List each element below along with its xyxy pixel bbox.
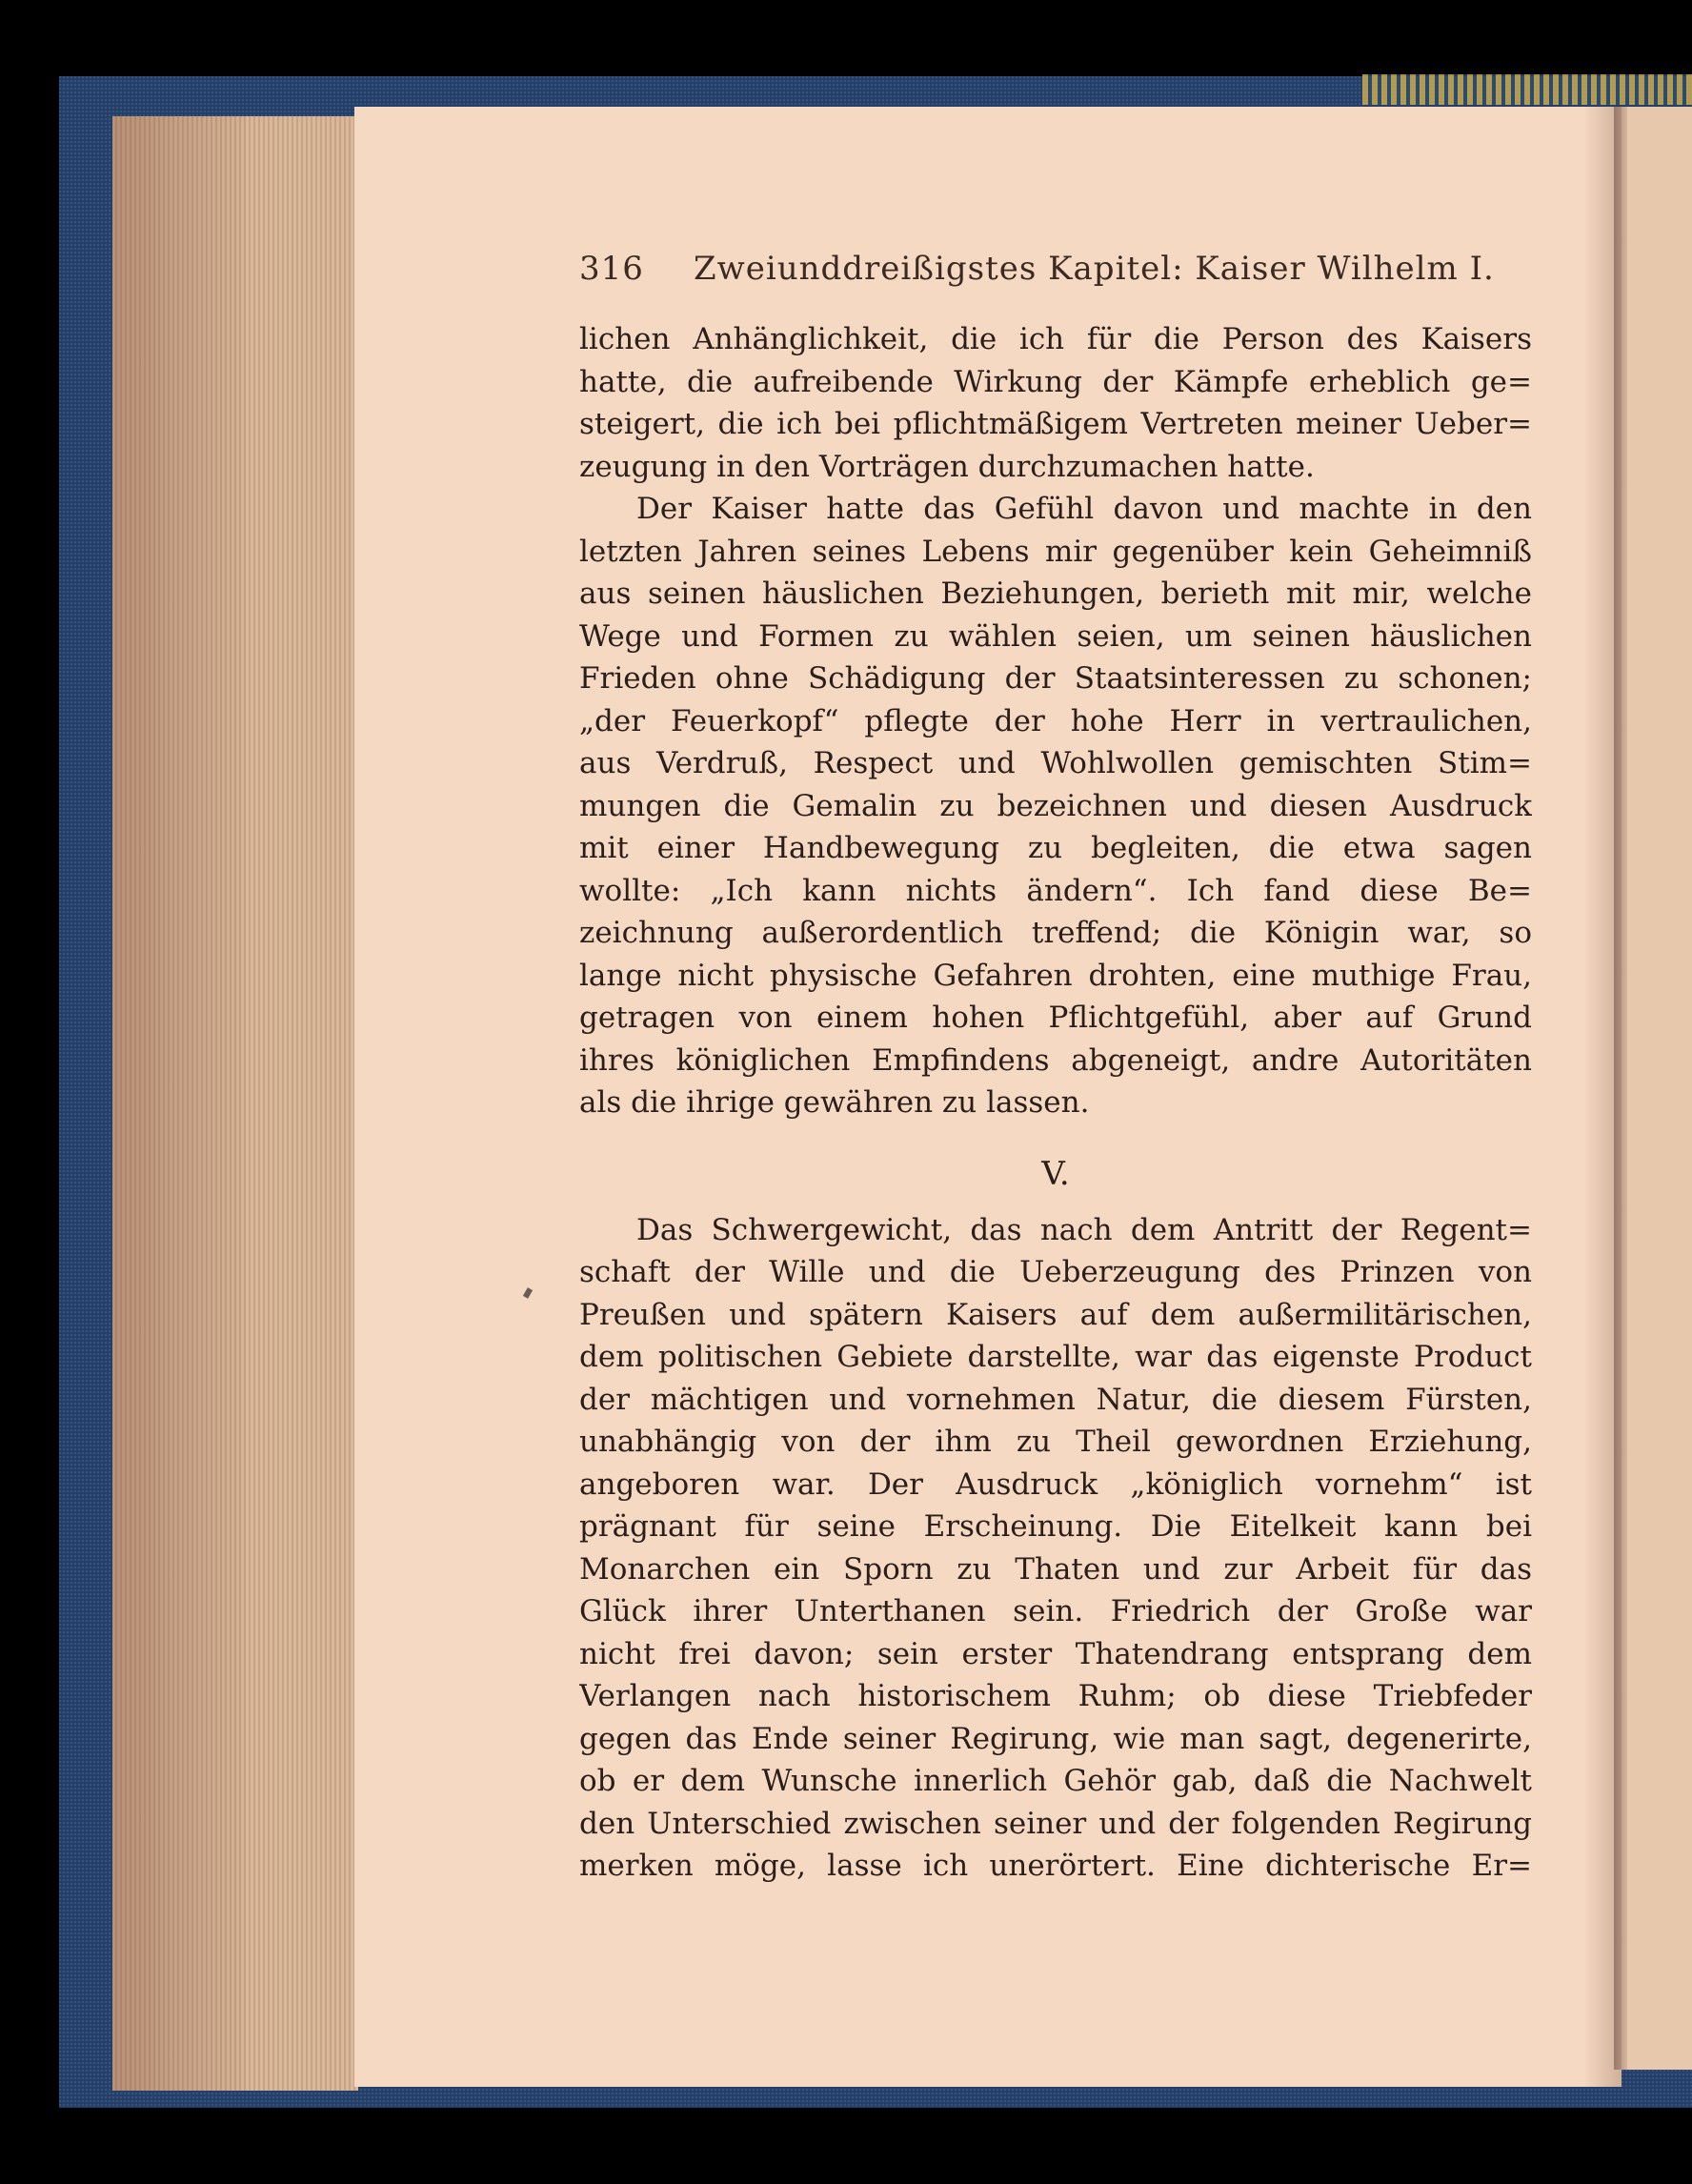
text-line: Preußen und spätern Kaisers auf dem außermilitärischen, [579,1297,1532,1332]
text-line: nicht frei davon; sein erster Thatendrang entsprang dem [579,1636,1532,1671]
text-line: mungen die Gemalin zu bezeichnen und diesen Ausdruck [579,788,1532,823]
text-line: Verlangen nach historischem Ruhm; ob diese Triebfeder [579,1679,1532,1713]
text-line: dem politischen Gebiete darstellte, war das eigenste Product [579,1340,1532,1374]
text-line: gegen das Ende seiner Regirung, wie man sagt, degenerirte, [579,1721,1532,1756]
page-number: 316 [579,250,644,288]
text-line: getragen von einem hohen Pflichtgefühl, aber auf Grund [579,1001,1532,1035]
text-line: schaft der Wille und die Ueberzeugung des Prinzen von [579,1255,1532,1289]
book-gutter [1614,107,1627,2070]
text-line: Glück ihrer Unterthanen sein. Friedrich der Große war [579,1594,1532,1628]
text-line: Monarchen ein Sporn zu Thaten und zur Arbeit für das [579,1551,1532,1587]
text-line: den Unterschied zwischen seiner und der folgenden Regirung [579,1806,1532,1841]
text-line: „der Feuerkopf“ pflegte der hohe Herr in vertraulichen, [579,703,1532,738]
text-line: unabhängig von der ihm zu Theil gewordnen Erziehung, [579,1425,1532,1459]
text-line: mit einer Handbewegung zu begleiten, die etwa sagen [579,831,1532,865]
text-line: merken möge, lasse ich unerörtert. Eine dichterische Er= [579,1849,1532,1883]
text-line: prägnant für seine Erscheinung. Die Eitelkeit kann bei [579,1509,1532,1544]
text-line: aus seinen häuslichen Beziehungen, berieth mit mir, welche [579,576,1532,611]
text-line: ihres königlichen Empfindens abgeneigt, andre Autoritäten [579,1042,1532,1078]
text-line: wollte: „Ich kann nichts ändern“. Ich fand diese Be= [579,873,1532,908]
facing-page [1622,107,1692,2070]
text-line: ob er dem Wunsche innerlich Gehör gab, daß die Nachwelt [579,1764,1532,1798]
text-line: Frieden ohne Schädigung der Staatsinteressen zu schonen; [579,661,1532,696]
text-line: Das Schwergewicht, das nach dem Antritt der Regent= [636,1212,1532,1247]
page-edges-shadow [112,116,246,2091]
text-line: letzten Jahren seines Lebens mir gegenüber kein Geheimniß [579,534,1532,569]
body-text [579,318,1532,1888]
text-line: Der Kaiser hatte das Gefühl davon und machte in den [636,492,1532,526]
text-line: steigert, die ich bei pflichtmäßigem Vertreten meiner Ueber= [579,407,1532,441]
text-line: der mächtigen und vornehmen Natur, die diesem Fürsten, [579,1382,1532,1417]
text-line: Wege und Formen zu wählen seien, um seinen häuslichen [579,618,1532,654]
text-line: hatte, die aufreibende Wirkung der Kämpfe erheblich ge= [579,364,1532,399]
text-line: aus Verdruß, Respect und Wohlwollen gemischten Stim= [579,746,1532,780]
text-line: angeboren war. Der Ausdruck „königlich vornehm“ ist [579,1466,1532,1502]
running-head-title: Zweiunddreißigstes Kapitel: Kaiser Wilhelm I. [694,250,1495,288]
text-line: zeichnung außerordentlich treffend; die Königin war, so [579,916,1532,950]
text-line: lange nicht physische Gefahren drohten, eine muthige Frau, [579,958,1532,993]
section-heading: V. [1041,1154,1070,1193]
book-headband [1362,74,1692,105]
text-line: zeugung in den Vorträgen durchzumachen hatte. [579,449,1315,484]
running-head [579,250,1495,288]
text-line: lichen Anhänglichkeit, die ich für die Person des Kaisers [579,322,1532,356]
text-line: als die ihrige gewähren zu lassen. [579,1085,1090,1120]
